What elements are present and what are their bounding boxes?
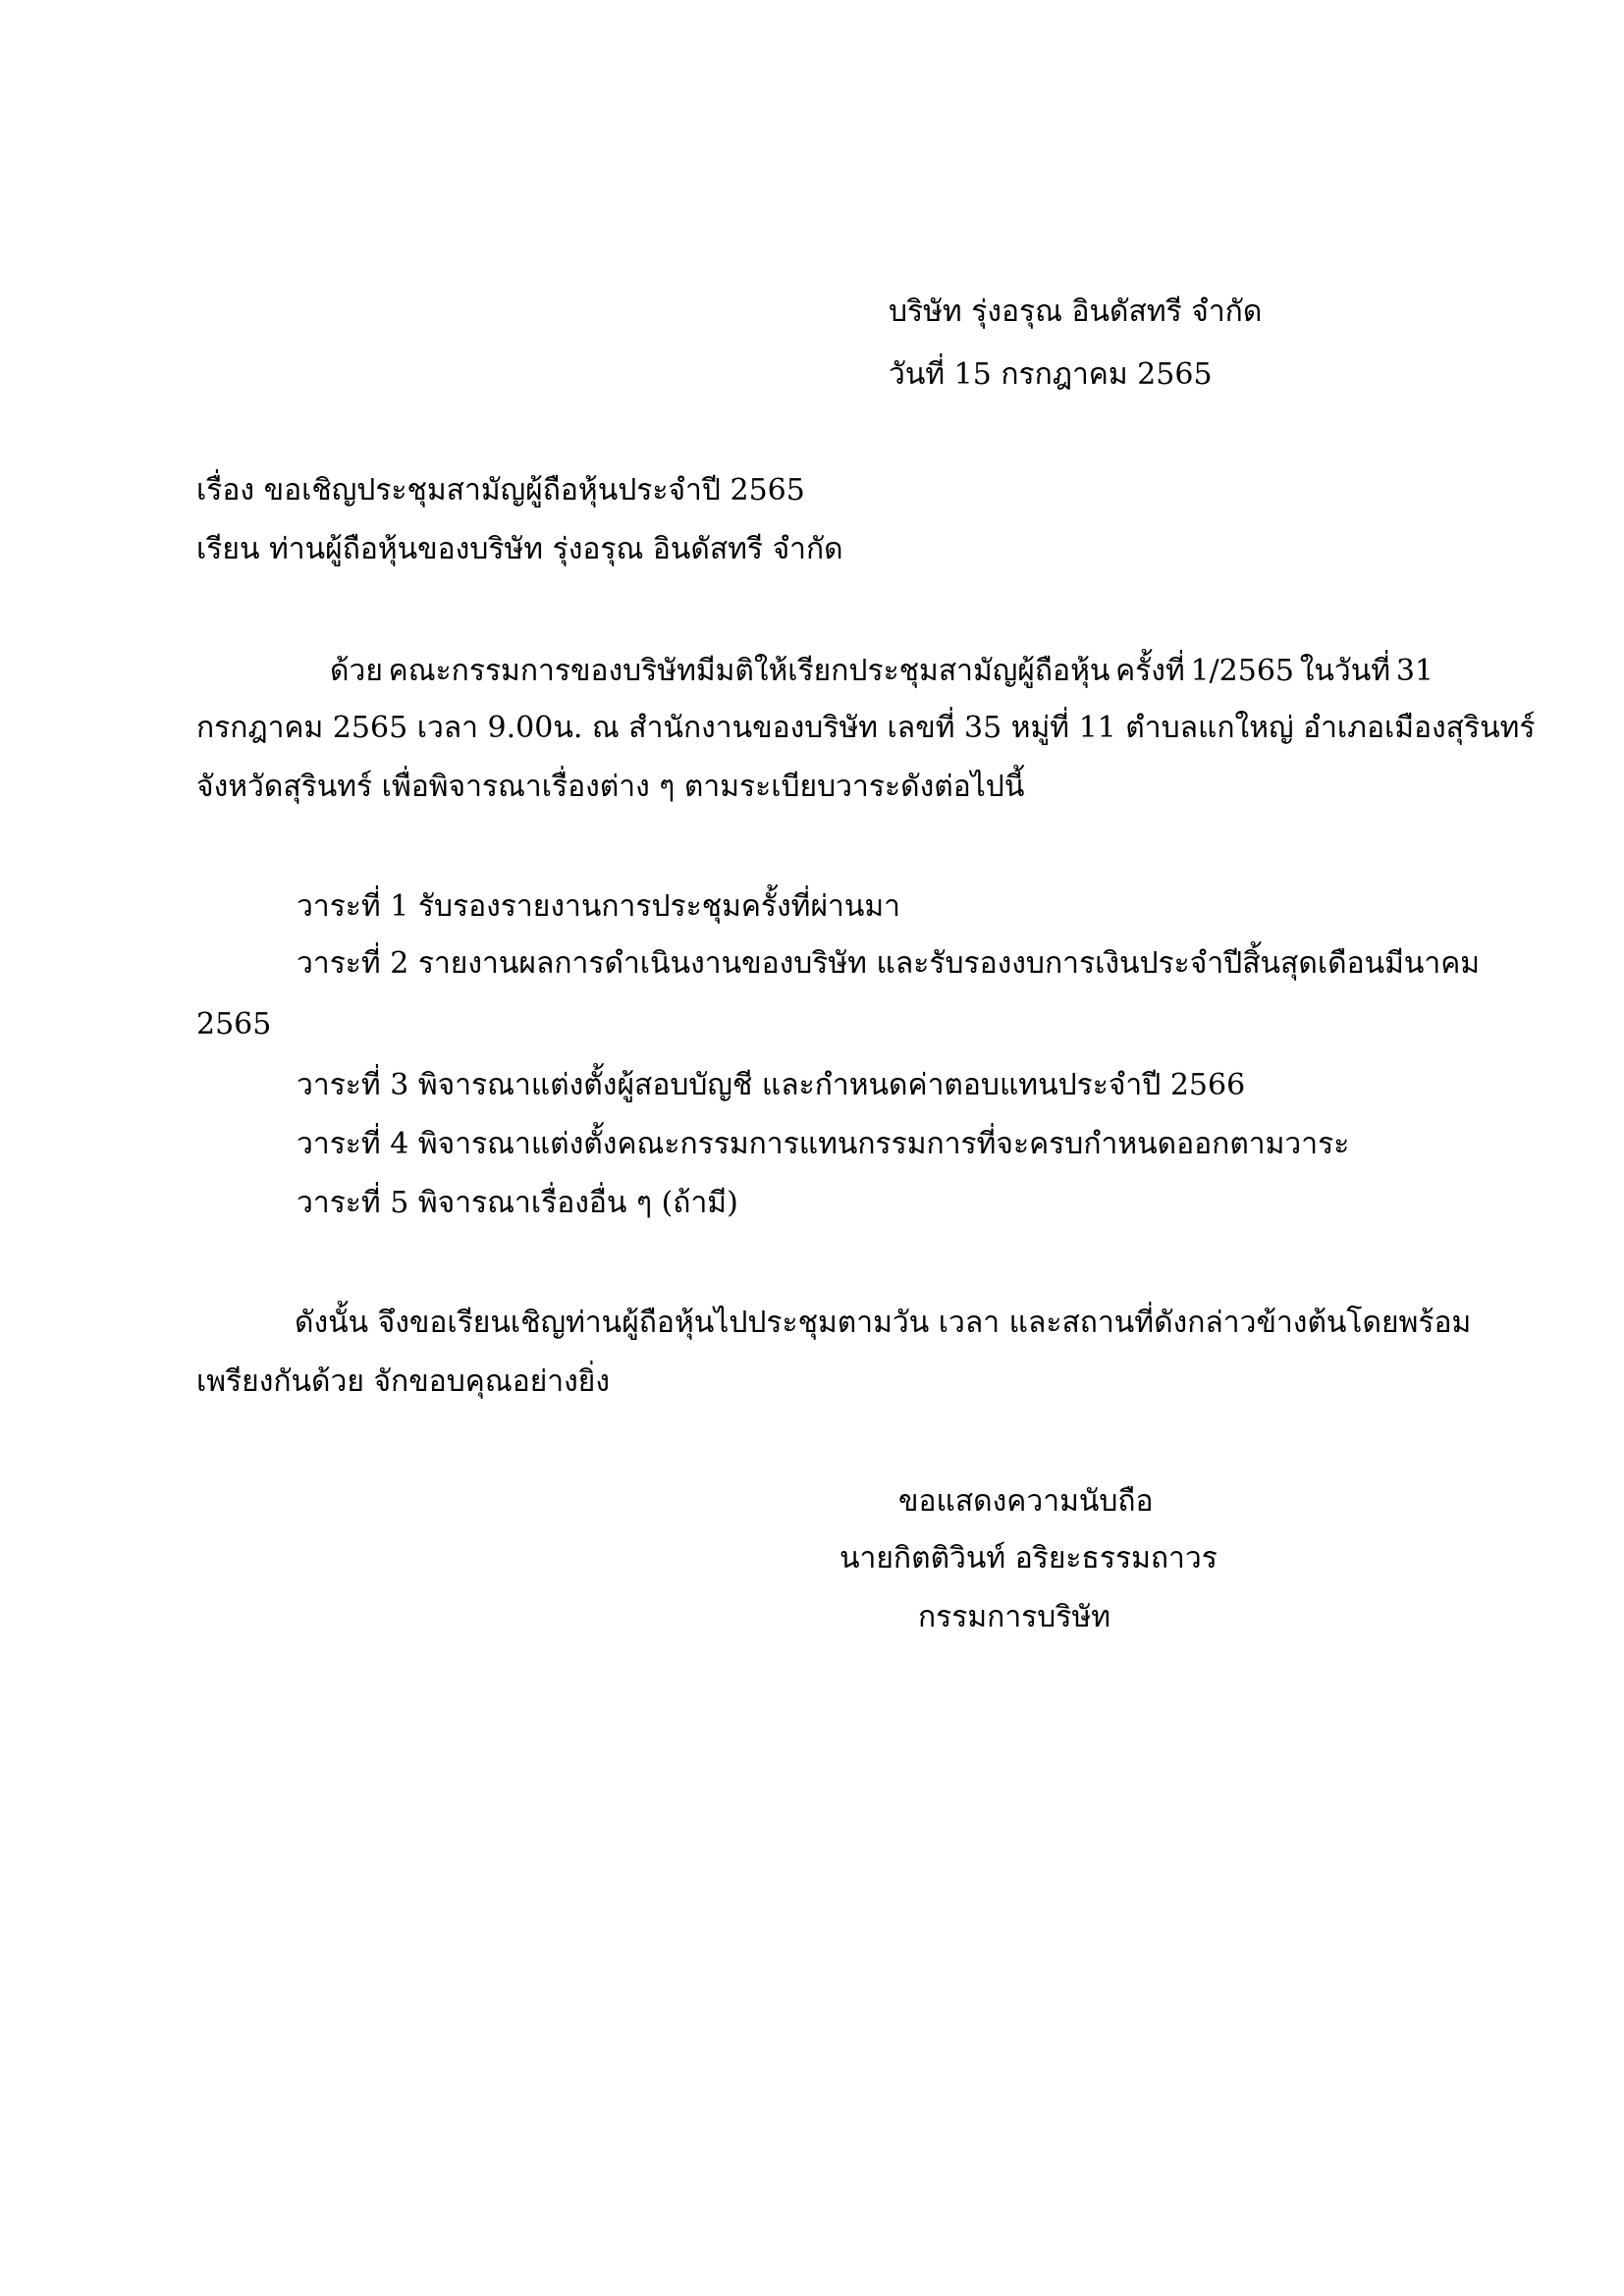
intro-word: คณะกรรมการของบริษัทมีมติให้เรียกประชุมสามัญผู้ถือหุ้น: [388, 654, 1110, 688]
subject-line: เรื่อง ขอเชิญประชุมสามัญผู้ถือหุ้นประจำปี 2565: [196, 473, 805, 507]
company-name: บริษัท รุ่งอรุณ อินดัสทรี จำกัด: [889, 294, 1263, 329]
letter-date: วันที่ 15 กรกฎาคม 2565: [889, 357, 1213, 392]
intro-line-2: กรกฎาคม 2565 เวลา 9.00น. ณ สำนักงานของบริษัท เลขที่ 35 หมู่ที่ 11 ตำบลแกใหญ่ อำเภอเมืองสุรินทร์: [196, 711, 1536, 745]
intro-line-3: จังหวัดสุรินทร์ เพื่อพิจารณาเรื่องต่าง ๆ ตามระเบียบวาระดังต่อไปนี้: [196, 770, 1025, 804]
agenda-item-2-continuation: 2565: [196, 1007, 272, 1041]
signature-position: กรรมการบริษัท: [918, 1600, 1110, 1634]
intro-word: ครั้งที่: [1115, 654, 1185, 688]
intro-word: 1/2565: [1190, 654, 1295, 688]
closing-line-1: ดังนั้น จึงขอเรียนเชิญท่านผู้ถือหุ้นไปประชุมตามวัน เวลา และสถานที่ดังกล่าวข้างต้นโดยพร้อม: [295, 1306, 1472, 1340]
agenda-item-4: วาระที่ 4 พิจารณาแต่งตั้งคณะกรรมการแทนกรรมการที่จะครบกำหนดออกตามวาระ: [297, 1127, 1350, 1161]
agenda-item-1: วาระที่ 1 รับรองรายงานการประชุมครั้งที่ผ่านมา: [297, 889, 901, 924]
signature-name: นายกิตติวินท์ อริยะธรรมถาวร: [839, 1541, 1218, 1575]
agenda-item-2: วาระที่ 2 รายงานผลการดำเนินงานของบริษัท และรับรองงบการเงินประจำปีสิ้นสุดเดือนมีนาคม: [297, 946, 1481, 981]
intro-line-1: [330, 652, 1434, 691]
signature-regards: ขอแสดงความนับถือ: [898, 1484, 1154, 1519]
agenda-item-3: วาระที่ 3 พิจารณาแต่งตั้งผู้สอบบัญชี และกำหนดค่าตอบแทนประจำปี 2566: [297, 1068, 1246, 1102]
intro-word: ในวันที่: [1299, 654, 1391, 688]
recipient-line: เรียน ท่านผู้ถือหุ้นของบริษัท รุ่งอรุณ อินดัสทรี จำกัด: [196, 532, 843, 566]
agenda-item-5: วาระที่ 5 พิจารณาเรื่องอื่น ๆ (ถ้ามี): [297, 1186, 738, 1220]
intro-word: ด้วย: [330, 654, 383, 688]
intro-word: 31: [1395, 654, 1434, 688]
closing-line-2: เพรียงกันด้วย จักขอบคุณอย่างยิ่ง: [196, 1364, 611, 1399]
